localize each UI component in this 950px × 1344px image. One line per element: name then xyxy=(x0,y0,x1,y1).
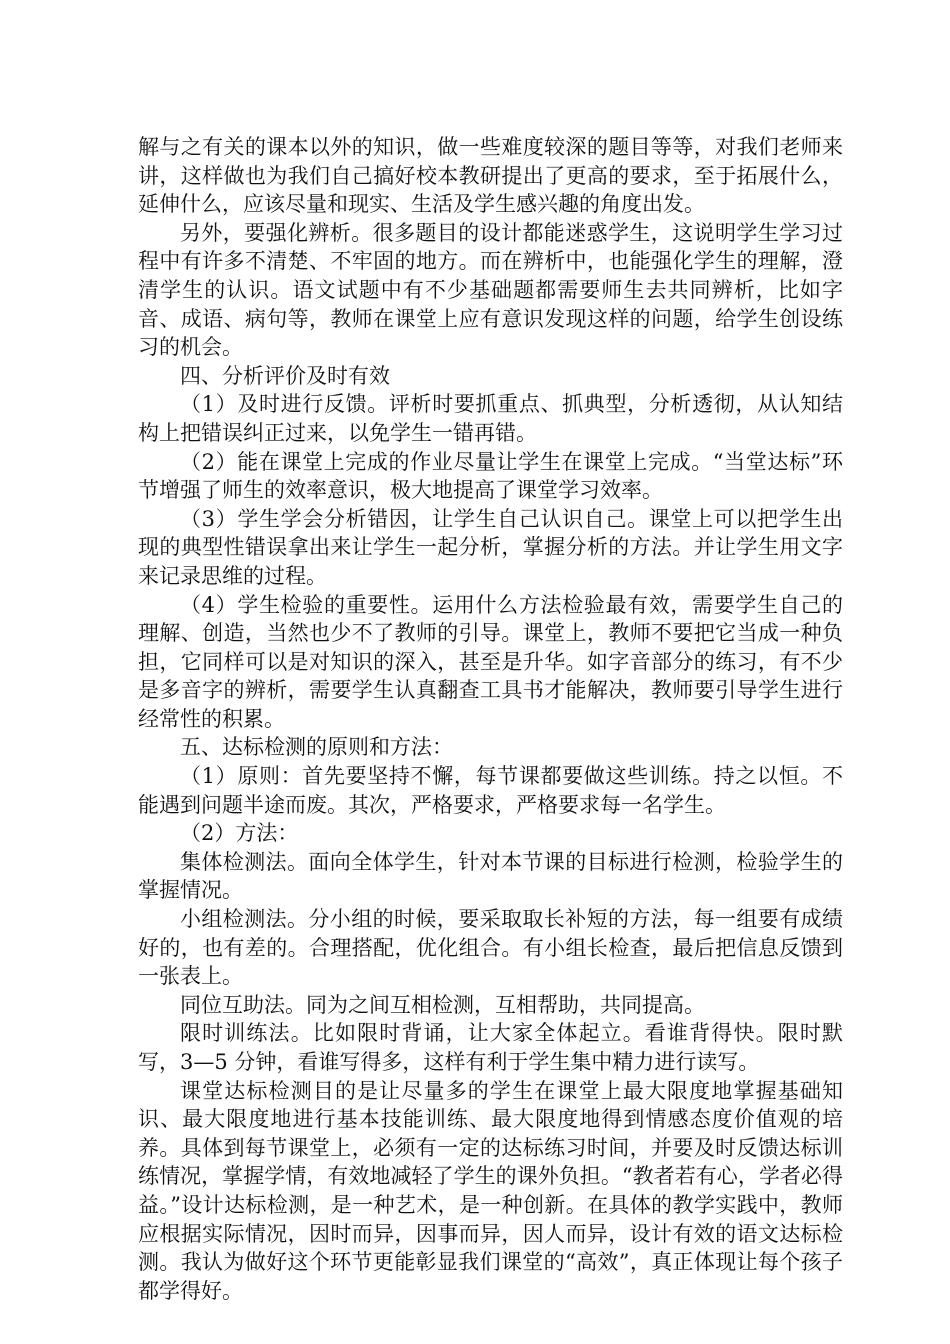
paragraph-continuation: 解与之有关的课本以外的知识，做一些难度较深的题目等等，对我们老师来讲，这样做也为我们自己搞好校本教研提出了更高的要求，至于拓展什么，延伸什么，应该尽量和现实、生活及学生感兴趣的角度出发。 xyxy=(138,135,843,217)
paragraph-collective-test: 集体检测法。面向全体学生，针对本节课的目标进行检测，检验学生的掌握情况。 xyxy=(138,849,843,903)
section-heading-four: 四、分析评价及时有效 xyxy=(180,363,390,388)
list-item-principle: （1）原则：首先要坚持不懈，每节课都要做这些训练。持之以恒。不能遇到问题半途而废。其次，严格要求，严格要求每一名学生。 xyxy=(138,764,843,817)
paragraph-conclusion: 课堂达标检测目的是让尽量多的学生在课堂上最大限度地掌握基础知识、最大限度地进行基本技能训练、最大限度地得到情感态度价值观的培养。具体到每节课堂上，必须有一定的达标练习时间，并要及时反馈达标训练情况，掌握学情，有效地减轻了学生的课外负担。“教者若有心，学者必得益。”设计达标检测，是一种艺术，是一种创新。在具体的教学实践中，教师应根据实际情况，因时而异，因事而异，因人而异，设计有效的语文达标检测。我认为做好这个环节更能彰显我们课堂的“高效”，真正体现让每个孩子都学得好。 xyxy=(138,1078,843,1303)
paragraph-timed-training: 限时训练法。比如限时背诵，让大家全体起立。看谁背得快。限时默写，3—5 分钟，看谁写得多，这样有利于学生集中精力进行读写。 xyxy=(138,1021,843,1074)
list-item-error-analysis: （3）学生学会分析错因，让学生自己认识自己。课堂上可以把学生出现的典型性错误拿出来让学生一起分析，掌握分析的方法。并让学生用文字来记录思维的过程。 xyxy=(138,506,843,588)
paragraph-group-test: 小组检测法。分小组的时候，要采取取长补短的方法，每一组要有成绩好的，也有差的。合理搭配，优化组合。有小组长检查，最后把信息反馈到一张表上。 xyxy=(138,907,843,989)
paragraph-peer-help: 同位互助法。同为之间互相检测，互相帮助，共同提高。 xyxy=(180,992,705,1017)
list-item-method: （2）方法： xyxy=(180,821,299,846)
list-item-verification: （4）学生检验的重要性。运用什么方法检验最有效，需要学生自己的理解、创造，当然也少不了教师的引导。课堂上，教师不要把它当成一种负担，它同样可以是对知识的深入，甚至是升华。如字音部分的练习，有不少是多音字的辨析，需要学生认真翻查工具书才能解决，教师要引导学生进行经常性的积累。 xyxy=(138,592,843,731)
list-item-feedback: （1）及时进行反馈。评析时要抓重点、抓典型，分析透彻，从认知结构上把错误纠正过来，以免学生一错再错。 xyxy=(138,392,843,445)
document-body xyxy=(138,133,843,1305)
section-heading-five: 五、达标检测的原则和方法： xyxy=(180,735,453,760)
paragraph-discrimination: 另外，要强化辨析。很多题目的设计都能迷惑学生，这说明学生学习过程中有许多不清楚、不牢固的地方。而在辨析中，也能强化学生的理解，澄清学生的认识。语文试题中有不少基础题都需要师生去共同辨析，比如字音、成语、病句等，教师在课堂上应有意识发现这样的问题，给学生创设练习的机会。 xyxy=(138,220,843,360)
list-item-in-class: （2）能在课堂上完成的作业尽量让学生在课堂上完成。“当堂达标”环节增强了师生的效率意识，极大地提高了课堂学习效率。 xyxy=(138,449,843,503)
